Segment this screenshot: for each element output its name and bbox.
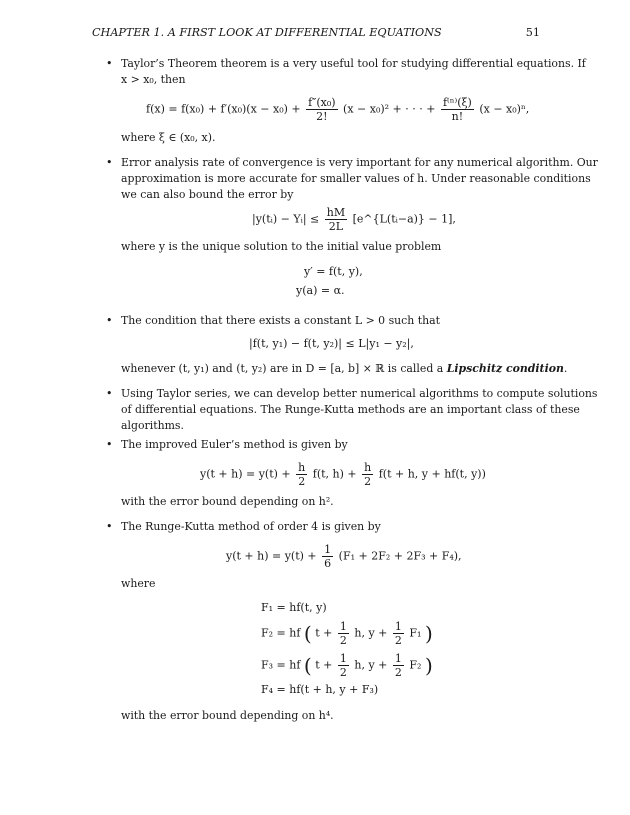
bullet-marker: • [106, 438, 113, 451]
error-frac-num: hM [326, 206, 346, 219]
rk4-F3-frac-1-num: 1 [339, 652, 347, 665]
rk4-line: The Runge-Kutta method of order 4 is given by [121, 520, 381, 533]
lipschitz-term: Lipschitz condition [446, 362, 564, 375]
taylor-frac-2-num: f⁽ⁿ⁾(ξ) [442, 96, 472, 109]
rk4-F3 [261, 652, 433, 679]
ivp-intro: where y is the unique solution to the initial value problem [121, 240, 442, 253]
rk4-frac-den: 6 [324, 557, 332, 570]
bullet-marker: • [106, 156, 113, 169]
taylor-equation [146, 96, 529, 123]
rk4-F3-b: h, y + [354, 658, 388, 672]
euler-frac-1-num: h [298, 461, 306, 474]
improved-euler-equation [200, 461, 486, 488]
rk4-F2 [261, 620, 433, 647]
error-frac-den: 2L [328, 220, 344, 233]
ivp-equation-1: y′ = f(t, y), [304, 265, 363, 278]
rk4-eq-left: y(t + h) = y(t) + [226, 549, 317, 563]
euler-error-bound: with the error bound depending on h². [121, 495, 334, 508]
error-line-2: approximation is more accurate for smaller values of h. Under reasonable conditions [121, 172, 591, 185]
rk4-F3-frac-2-num: 1 [394, 652, 402, 665]
rk4-equation [226, 543, 462, 570]
rk4-F2-b: h, y + [354, 626, 388, 640]
taylor-line-1: Taylor’s Theorem theorem is a very useful tool for studying differential equations. If [121, 57, 586, 70]
left-paren: ( [303, 653, 312, 678]
rk4-F2-frac-1-den: 2 [339, 634, 347, 647]
taylor-frac-2 [441, 96, 474, 123]
error-frac [325, 206, 347, 233]
taylor-frac-1 [306, 96, 337, 123]
bullet-marker: • [106, 387, 113, 400]
taylor-line-2: x > x₀, then [121, 73, 186, 86]
euler-frac-1 [296, 461, 307, 488]
rk4-F3-left: F₃ = hf [261, 658, 301, 672]
rk-intro-line-2: of differential equations. The Runge-Kutta methods are an important class of these [121, 403, 580, 416]
improved-euler-line: The improved Euler’s method is given by [121, 438, 348, 451]
rk4-F2-left: F₂ = hf [261, 626, 301, 640]
left-paren: ( [303, 621, 312, 646]
rk-intro-line-1: Using Taylor series, we can develop better numerical algorithms to compute solutions [121, 387, 598, 400]
euler-frac-2-num: h [364, 461, 372, 474]
bullet-marker: • [106, 57, 113, 70]
rk4-eq-right: (F₁ + 2F₂ + 2F₃ + F₄), [338, 549, 462, 563]
bullet-marker: • [106, 520, 113, 533]
euler-frac-1-den: 2 [298, 475, 306, 488]
taylor-eq-right: (x − x₀)ⁿ, [479, 102, 530, 116]
bullet-marker: • [106, 314, 113, 327]
lipschitz-definition [121, 361, 567, 377]
taylor-eq-left: f(x) = f(x₀) + f′(x₀)(x − x₀) + [146, 102, 301, 116]
ivp-equation-2: y(a) = α. [296, 284, 345, 297]
rk4-F3-frac-1-den: 2 [339, 666, 347, 679]
rk4-F1: F₁ = hf(t, y) [261, 601, 327, 614]
rk4-F2-frac-2 [393, 620, 404, 647]
rk4-F2-frac-2-den: 2 [394, 634, 402, 647]
error-eq-left: |y(tᵢ) − Yᵢ| ≤ [252, 212, 320, 226]
rk4-F3-a: t + [315, 658, 333, 672]
euler-frac-2 [362, 461, 373, 488]
running-header [92, 26, 540, 42]
taylor-frac-1-num: f″(x₀) [308, 96, 336, 109]
rk-intro-line-3: algorithms. [121, 419, 184, 432]
euler-eq-right: f(t + h, y + hf(t, y)) [378, 467, 486, 481]
rk4-F2-c: F₁ [409, 626, 422, 640]
rk4-F2-frac-1-num: 1 [339, 620, 347, 633]
rk4-frac [322, 543, 333, 570]
error-line-3: we can also bound the error by [121, 188, 294, 201]
euler-frac-2-den: 2 [364, 475, 372, 488]
euler-eq-left: y(t + h) = y(t) + [200, 467, 291, 481]
rk4-F3-frac-2 [393, 652, 404, 679]
euler-eq-mid: f(t, h) + [312, 467, 357, 481]
lipschitz-equation: |f(t, y₁) − f(t, y₂)| ≤ L|y₁ − y₂|, [249, 337, 414, 350]
rk4-where: where [121, 577, 156, 590]
chapter-title: CHAPTER 1. A FIRST LOOK AT DIFFERENTIAL EQUATIONS [92, 26, 442, 39]
error-eq-right: [e^{L(tᵢ−a)} − 1], [352, 212, 456, 226]
lipschitz-def-pre: whenever (t, y₁) and (t, y₂) are in D = [a, b] × ℝ is called a [121, 362, 444, 375]
error-bound-equation [252, 206, 456, 233]
rk4-F4: F₄ = hf(t + h, y + F₃) [261, 683, 379, 696]
rk4-frac-num: 1 [324, 543, 332, 556]
right-paren: ) [424, 653, 433, 678]
rk4-error-bound: with the error bound depending on h⁴. [121, 709, 334, 722]
taylor-frac-1-den: 2! [316, 110, 328, 123]
rk4-F3-frac-2-den: 2 [394, 666, 402, 679]
taylor-where: where ξ ∈ (x₀, x). [121, 131, 216, 144]
error-line-1: Error analysis rate of convergence is very important for any numerical algorithm. Our [121, 156, 598, 169]
taylor-eq-mid: (x − x₀)² + · · · + [343, 102, 436, 116]
right-paren: ) [424, 621, 433, 646]
rk4-F3-frac-1 [338, 652, 349, 679]
rk4-F2-a: t + [315, 626, 333, 640]
rk4-F2-frac-2-num: 1 [394, 620, 402, 633]
lipschitz-line-1: The condition that there exists a constant L > 0 such that [121, 314, 441, 327]
page-number: 51 [525, 26, 540, 39]
rk4-F3-c: F₂ [409, 658, 422, 672]
rk4-F2-frac-1 [338, 620, 349, 647]
lipschitz-def-post: . [563, 362, 568, 375]
taylor-frac-2-den: n! [451, 110, 464, 123]
